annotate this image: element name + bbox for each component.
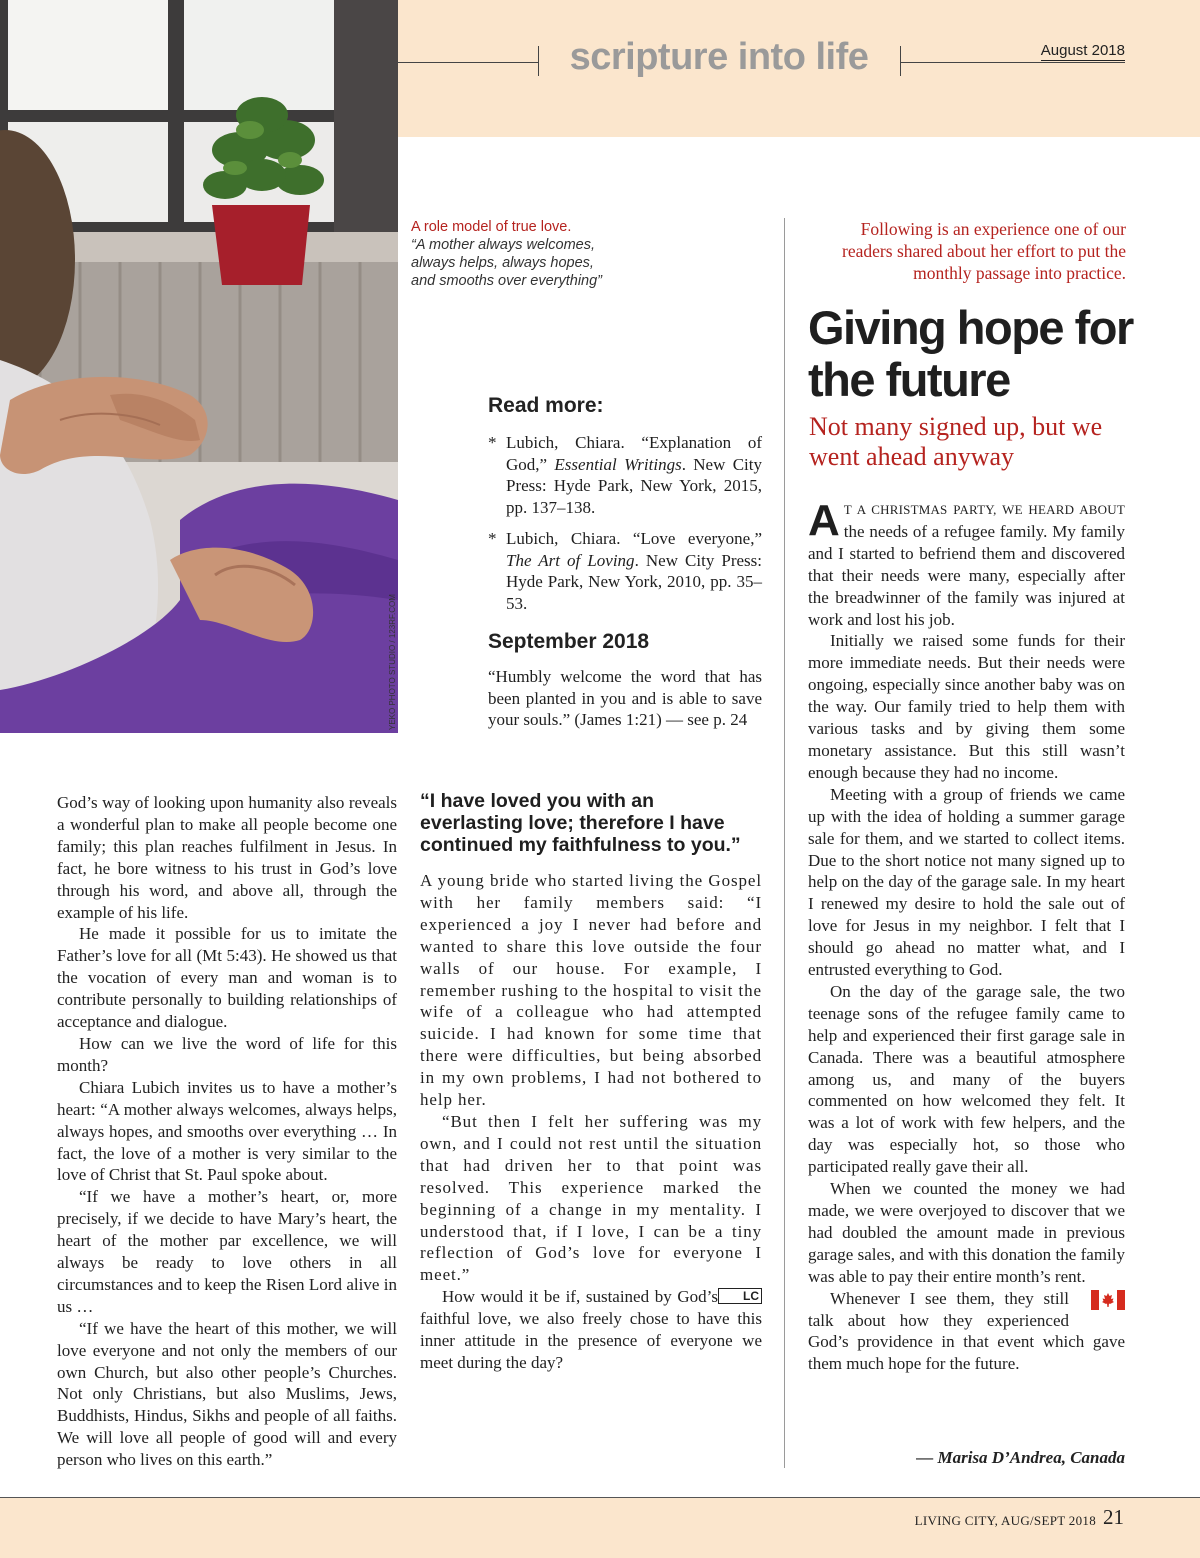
photo-caption — [411, 218, 651, 290]
caption-quote-line: and smooths over everything” — [411, 273, 603, 289]
photo-credit: YEKO PHOTO STUDIO / 123RF.COM — [388, 594, 397, 730]
caption-quote-line: “A mother always welcomes, — [411, 237, 595, 253]
header-rule — [398, 62, 538, 63]
left-column — [57, 792, 397, 1471]
reference-text: . New City Press: Hyde Park, New York, 2015, pp. 137–138. — [506, 454, 762, 517]
canada-flag-icon — [1069, 1290, 1125, 1316]
drop-cap: A — [808, 496, 840, 545]
reference-text: . New City Press: Hyde Park, New York, 2010, pp. 35–53. — [506, 550, 762, 613]
page-number: 21 — [1103, 1505, 1124, 1529]
scripture-pull-quote: “I have loved you with an everlasting love; therefore I have continued my faithfulness to you.” — [420, 790, 741, 856]
story-title: Giving hope for the future — [808, 301, 1133, 406]
reference-title: The Art of Loving — [506, 550, 635, 570]
paragraph-text: Whenever I see them, they still talk about how they experienced God’s providence in that event which gave them much hope for the future. — [808, 1288, 1125, 1374]
body-paragraph: When we counted the money we had made, we were overjoyed to discover that we had doubled the amount made in previous garage sales, and with this donation the family was able to pay their entire month’s rent. — [808, 1179, 1125, 1286]
body-paragraph: “If we have the heart of this mother, we will love everyone and not only the members of our own Church, but also other people’s Churches. Not only Christians, but also Muslims, Jews, Buddhists, Hindus, Sikhs and people of all faiths. We will love all people of good will and every person who lives on this earth.” — [57, 1318, 397, 1470]
body-paragraph — [808, 498, 1125, 630]
column-divider — [784, 218, 785, 1468]
reference-item — [488, 528, 762, 614]
section-title: scripture into life — [569, 36, 869, 78]
body-paragraph: On the day of the garage sale, the two teenage sons of the refugee family came to help and experienced their first garage sale in Canada. There was a beautiful atmosphere among us, and many of the buyers commented on how welcomed they felt. It was a lot of work with few helpers, and the day was especially hot, so those who participated really gave their all. — [808, 981, 1125, 1177]
reference-item — [488, 432, 762, 518]
story-subtitle: Not many signed up, but we went ahead anyway — [809, 412, 1103, 471]
caption-quote-line: always helps, always hopes, — [411, 255, 594, 271]
closing-text: How would it be if, sustained by God’s faithful love, we also freely chose to have this inner attitude in the presence of everyone we meet during the day? — [420, 1287, 762, 1372]
paragraph-text: the needs of a refugee family. My family and I started to befriend them and discovered that their needs were many, especially after the breadwinner of the family was injured at work and lost his job. — [808, 521, 1125, 629]
end-mark-icon: LC — [718, 1288, 762, 1304]
body-paragraph: He made it possible for us to imitate the Father’s love for all (Mt 5:43). He showed us that the vocation of every man and woman is to contribute personally to building relationships of acceptance and dialogue. — [57, 924, 397, 1032]
publication-name: LIVING CITY, AUG/SEPT 2018 — [914, 1513, 1096, 1528]
caption-heading: A role model of true love. — [411, 219, 572, 235]
body-paragraph: A young bride who started living the Gospel with her family members said: “I experienced a joy I never had before and wanted to share this love outside the four walls of our house. For example, I remember rushing to the hospital to visit the wife of a colleague who had attempted suicide. I had known for some time that there were difficulties, but being absorbed in my own problems, I had not bothered to help her. — [420, 871, 762, 1110]
issue-date: August 2018 — [1040, 42, 1125, 59]
lead-in: T A CHRISTMAS PARTY, WE HEARD ABOUT — [843, 502, 1125, 517]
read-more-heading: Read more: — [488, 394, 604, 417]
reference-text: Lubich, Chiara. “Love everyone,” — [506, 529, 762, 548]
body-paragraph: How can we live the word of life for this month? — [57, 1033, 397, 1075]
author-signature: — Marisa D’Andrea, Canada — [916, 1448, 1125, 1467]
body-paragraph — [808, 1288, 1125, 1376]
story-intro: Following is an experience one of our readers shared about her effort to put the monthly passage into practice. — [842, 219, 1126, 283]
next-month-heading: September 2018 — [488, 630, 650, 653]
body-paragraph — [420, 1286, 762, 1374]
feature-photo — [0, 0, 398, 733]
reference-text: Lubich, Chiara. “Explanation of God,” — [506, 433, 762, 474]
body-paragraph: “If we have a mother’s heart, or, more precisely, if we decide to have Mary’s heart, the heart of the mother par excellence, we will always be ready to love others in all circumstances and to keep the Risen Lord alive in us … — [57, 1187, 397, 1316]
photo-mother-child-illustration — [0, 0, 398, 733]
body-paragraph: Meeting with a group of friends we came up with the idea of holding a summer garage sale for them, and we started to collect items. Due to the short notice not many signed up to help on the day of the garage sale. In my heart I renewed my desire to hold the sale out of love for Jesus in my neighbor. I felt that I should go ahead no matter what, and I entrusted everything to God. — [808, 784, 1125, 980]
body-paragraph: Initially we raised some funds for their more immediate needs. But their needs were ongoing, especially since another baby was on the way. Our family tried to help them with various tasks and by giving them some monetary assistance. But this still wasn’t enough because they had no income. — [808, 631, 1125, 782]
next-month-quote: “Humbly welcome the word that has been planted in you and is able to save your souls.” (James 1:21) — see p. 24 — [488, 667, 762, 729]
header-tick — [900, 46, 901, 76]
reference-title: Essential Writings — [554, 454, 682, 474]
body-paragraph: God’s way of looking upon humanity also reveals a wonderful plan to make all people become one family; this plan reaches fulfilment in Jesus. In fact, he bore witness to his trust in God’s love through his word, and above all, through the example of his life. — [57, 793, 397, 922]
read-more-box — [488, 394, 762, 731]
header-tick — [538, 46, 539, 76]
right-column — [808, 498, 1125, 1375]
middle-column — [420, 790, 762, 1374]
body-paragraph: Chiara Lubich invites us to have a mother’s heart: “A mother always welcomes, always helps, always hopes, and smooths over everything … In fact, the love of a mother is very similar to the love of Christ that St. Paul spoke about. — [57, 1077, 397, 1185]
body-paragraph: “But then I felt her suffering was my own, and I could not rest until the situation that had driven her to that point was resolved. This experience marked the beginning of a change in my mentality. I understood that, if I love, I can be a tiny reflection of God’s love for everyone I meet.” — [420, 1111, 762, 1285]
header-rule — [900, 62, 1125, 63]
